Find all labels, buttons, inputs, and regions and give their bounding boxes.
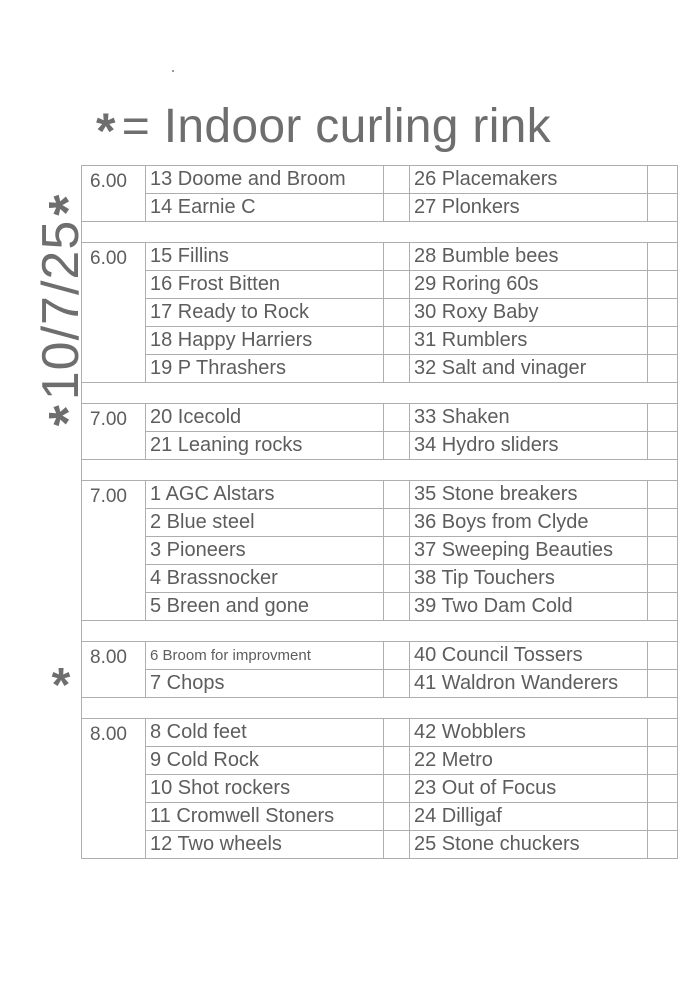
score-cell-right (648, 243, 678, 271)
score-cell-left (384, 642, 410, 670)
score-cell-left (384, 299, 410, 327)
team-right: 27 Plonkers (410, 194, 648, 222)
team-right: 40 Council Tossers (410, 642, 648, 670)
team-right: 29 Roring 60s (410, 271, 648, 299)
score-cell-left (384, 194, 410, 222)
team-row (82, 803, 678, 831)
score-cell-right (648, 299, 678, 327)
score-cell-right (648, 271, 678, 299)
score-cell-left (384, 404, 410, 432)
score-cell-left (384, 327, 410, 355)
score-cell-right (648, 481, 678, 509)
score-cell-left (384, 593, 410, 621)
team-right: 26 Placemakers (410, 166, 648, 194)
team-right: 24 Dilligaf (410, 803, 648, 831)
team-row (82, 565, 678, 593)
team-left: 1 AGC Alstars (146, 481, 384, 509)
team-right: 35 Stone breakers (410, 481, 648, 509)
spacer-cell (82, 698, 678, 719)
team-row (82, 243, 678, 271)
scan-speck (172, 70, 174, 72)
page-title (96, 96, 656, 159)
score-cell-right (648, 803, 678, 831)
team-row (82, 747, 678, 775)
team-left: 6 Broom for improvment (146, 642, 384, 670)
team-right: 34 Hydro sliders (410, 432, 648, 460)
team-row (82, 775, 678, 803)
team-left: 13 Doome and Broom (146, 166, 384, 194)
team-left: 5 Breen and gone (146, 593, 384, 621)
spacer-cell (82, 621, 678, 642)
team-left: 19 P Thrashers (146, 355, 384, 383)
score-cell-left (384, 670, 410, 698)
team-right: 25 Stone chuckers (410, 831, 648, 859)
team-right: 30 Roxy Baby (410, 299, 648, 327)
time-slot: 7.00 (82, 481, 146, 621)
score-cell-left (384, 775, 410, 803)
team-row (82, 831, 678, 859)
team-left: 12 Two wheels (146, 831, 384, 859)
team-right: 32 Salt and vinager (410, 355, 648, 383)
group-spacer (82, 621, 678, 642)
team-row (82, 271, 678, 299)
team-row (82, 642, 678, 670)
team-right: 42 Wobblers (410, 719, 648, 747)
score-cell-right (648, 537, 678, 565)
score-cell-left (384, 803, 410, 831)
team-left: 8 Cold feet (146, 719, 384, 747)
team-row (82, 299, 678, 327)
team-left: 17 Ready to Rock (146, 299, 384, 327)
team-left: 3 Pioneers (146, 537, 384, 565)
time-slot: 7.00 (82, 404, 146, 460)
team-right: 39 Two Dam Cold (410, 593, 648, 621)
team-row (82, 670, 678, 698)
score-cell-left (384, 537, 410, 565)
score-cell-left (384, 747, 410, 775)
time-slot: 6.00 (82, 243, 146, 383)
score-cell-left (384, 565, 410, 593)
team-row (82, 327, 678, 355)
team-left: 4 Brassnocker (146, 565, 384, 593)
team-row (82, 166, 678, 194)
team-left: 21 Leaning rocks (146, 432, 384, 460)
score-cell-right (648, 404, 678, 432)
time-slot: 8.00 (82, 719, 146, 859)
team-right: 22 Metro (410, 747, 648, 775)
score-cell-left (384, 831, 410, 859)
team-row (82, 719, 678, 747)
team-right: 28 Bumble bees (410, 243, 648, 271)
score-cell-left (384, 355, 410, 383)
group-spacer (82, 698, 678, 719)
team-row (82, 481, 678, 509)
team-left: 16 Frost Bitten (146, 271, 384, 299)
spacer-cell (82, 222, 678, 243)
team-left: 9 Cold Rock (146, 747, 384, 775)
team-left: 15 Fillins (146, 243, 384, 271)
score-cell-left (384, 166, 410, 194)
team-row (82, 432, 678, 460)
team-right: 31 Rumblers (410, 327, 648, 355)
time-slot: 8.00 (82, 642, 146, 698)
score-cell-right (648, 509, 678, 537)
team-left: 18 Happy Harriers (146, 327, 384, 355)
score-cell-right (648, 642, 678, 670)
team-left: 14 Earnie C (146, 194, 384, 222)
side-date: 10/7/25 (32, 219, 90, 401)
group-spacer (82, 222, 678, 243)
score-cell-right (648, 747, 678, 775)
team-row (82, 404, 678, 432)
team-right: 23 Out of Focus (410, 775, 648, 803)
indoor-marker-8pm: * (51, 659, 71, 712)
score-cell-left (384, 243, 410, 271)
score-cell-left (384, 271, 410, 299)
schedule-table (81, 165, 678, 859)
team-right: 36 Boys from Clyde (410, 509, 648, 537)
score-cell-left (384, 481, 410, 509)
score-cell-right (648, 166, 678, 194)
score-cell-left (384, 432, 410, 460)
title-text: = Indoor curling rink (121, 100, 551, 153)
side-asterisk-before: * (38, 404, 98, 427)
team-right: 33 Shaken (410, 404, 648, 432)
schedule-body (82, 166, 678, 859)
team-left: 11 Cromwell Stoners (146, 803, 384, 831)
score-cell-right (648, 327, 678, 355)
spacer-cell (82, 460, 678, 481)
team-right: 41 Waldron Wanderers (410, 670, 648, 698)
score-cell-right (648, 775, 678, 803)
time-slot: 6.00 (82, 166, 146, 222)
team-right: 37 Sweeping Beauties (410, 537, 648, 565)
team-right: 38 Tip Touchers (410, 565, 648, 593)
score-cell-right (648, 670, 678, 698)
side-asterisk-after: * (38, 193, 98, 216)
score-cell-right (648, 355, 678, 383)
group-spacer (82, 383, 678, 404)
team-left: 10 Shot rockers (146, 775, 384, 803)
score-cell-right (648, 593, 678, 621)
team-left: 2 Blue steel (146, 509, 384, 537)
score-cell-right (648, 719, 678, 747)
score-cell-right (648, 831, 678, 859)
team-row (82, 194, 678, 222)
score-cell-right (648, 565, 678, 593)
score-cell-right (648, 432, 678, 460)
score-cell-right (648, 194, 678, 222)
team-row (82, 355, 678, 383)
team-row (82, 593, 678, 621)
team-row (82, 509, 678, 537)
spacer-cell (82, 383, 678, 404)
group-spacer (82, 460, 678, 481)
team-left: 7 Chops (146, 670, 384, 698)
score-cell-left (384, 719, 410, 747)
team-left: 20 Icecold (146, 404, 384, 432)
title-asterisk: * (96, 103, 116, 159)
score-cell-left (384, 509, 410, 537)
team-row (82, 537, 678, 565)
